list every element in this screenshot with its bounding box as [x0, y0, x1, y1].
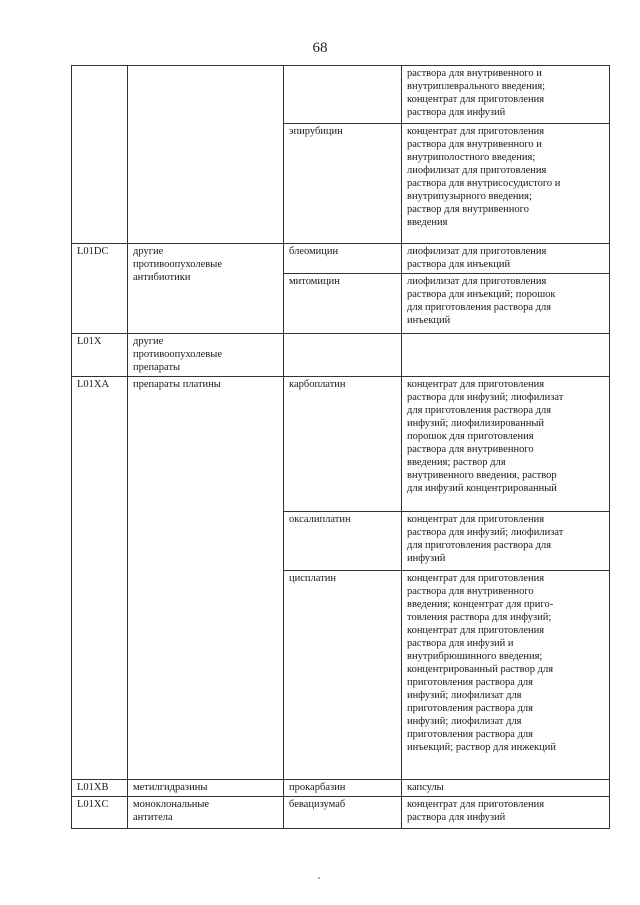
atc-code-cell: L01DC [72, 244, 128, 334]
dosage-form-cell: лиофилизат для приготовления раствора для инъекций [402, 244, 610, 274]
table-row [72, 797, 610, 829]
drug-name-cell [284, 66, 402, 124]
drug-name-cell: бевацизумаб [284, 797, 402, 829]
drug-name-cell [284, 334, 402, 377]
atc-code-cell: L01X [72, 334, 128, 377]
dosage-form-cell: концентрат для приготовления раствора для внутривенного введения; концентрат для приго- товления раствора для инфузий; концентрат для приготовления раствора для инфузий и внутрибрюшинного введения; концентрированный раствор для приготовления раствора для инфузий; лиофилизат для приготовления раствора для инфузий; лиофилизат для приготовления раствора для инъекций; раствор для инжекций [402, 571, 610, 780]
dosage-form-cell: концентрат для приготовления раствора для внутривенного и внутриполостного введения; лиофилизат для приготовления раствора для внутрисосудистого и внутрипузырного введения; раствор для внутривенного введения [402, 124, 610, 244]
dosage-form-cell: раствора для внутривенного и внутриплеврального введения; концентрат для приготовления раствора для инфузий [402, 66, 610, 124]
dosage-form-cell [402, 334, 610, 377]
drug-name-cell: митомицин [284, 274, 402, 334]
dosage-form-cell: концентрат для приготовления раствора для инфузий; лиофилизат для приготовления раствора для инфузий [402, 512, 610, 571]
drug-name-cell: оксалиплатин [284, 512, 402, 571]
dosage-form-cell: капсулы [402, 780, 610, 797]
group-name-cell: метилгидразины [128, 780, 284, 797]
group-name-cell: другие противоопухолевые антибиотики [128, 244, 284, 334]
group-name-cell: моноклональные антитела [128, 797, 284, 829]
atc-code-cell [72, 66, 128, 244]
dosage-form-cell: концентрат для приготовления раствора для инфузий; лиофилизат для приготовления раствора для инфузий; лиофилизированный порошок для приготовления раствора для внутривенного введения; раствор для внутривенного введения, раствор для инфузий концентрированный [402, 377, 610, 512]
dosage-form-cell: концентрат для приготовления раствора для инфузий [402, 797, 610, 829]
table-row [72, 244, 610, 274]
page-number: 68 [312, 40, 328, 56]
group-name-cell: препараты платины [128, 377, 284, 780]
atc-code-cell: L01XA [72, 377, 128, 780]
table-row [72, 780, 610, 797]
drug-name-cell: эпирубицин [284, 124, 402, 244]
atc-code-cell: L01XB [72, 780, 128, 797]
group-name-cell: другие противоопухолевые препараты [128, 334, 284, 377]
drug-name-cell: блеомицин [284, 244, 402, 274]
drug-name-cell: карбоплатин [284, 377, 402, 512]
group-name-cell [128, 66, 284, 244]
drug-name-cell: цисплатин [284, 571, 402, 780]
drug-classification-table [71, 65, 610, 829]
scan-speck [318, 877, 320, 879]
table-row [72, 377, 610, 512]
table-row [72, 66, 610, 124]
table-row [72, 334, 610, 377]
atc-code-cell: L01XC [72, 797, 128, 829]
drug-name-cell: прокарбазин [284, 780, 402, 797]
dosage-form-cell: лиофилизат для приготовления раствора для инъекций; порошок для приготовления раствора для инъекций [402, 274, 610, 334]
